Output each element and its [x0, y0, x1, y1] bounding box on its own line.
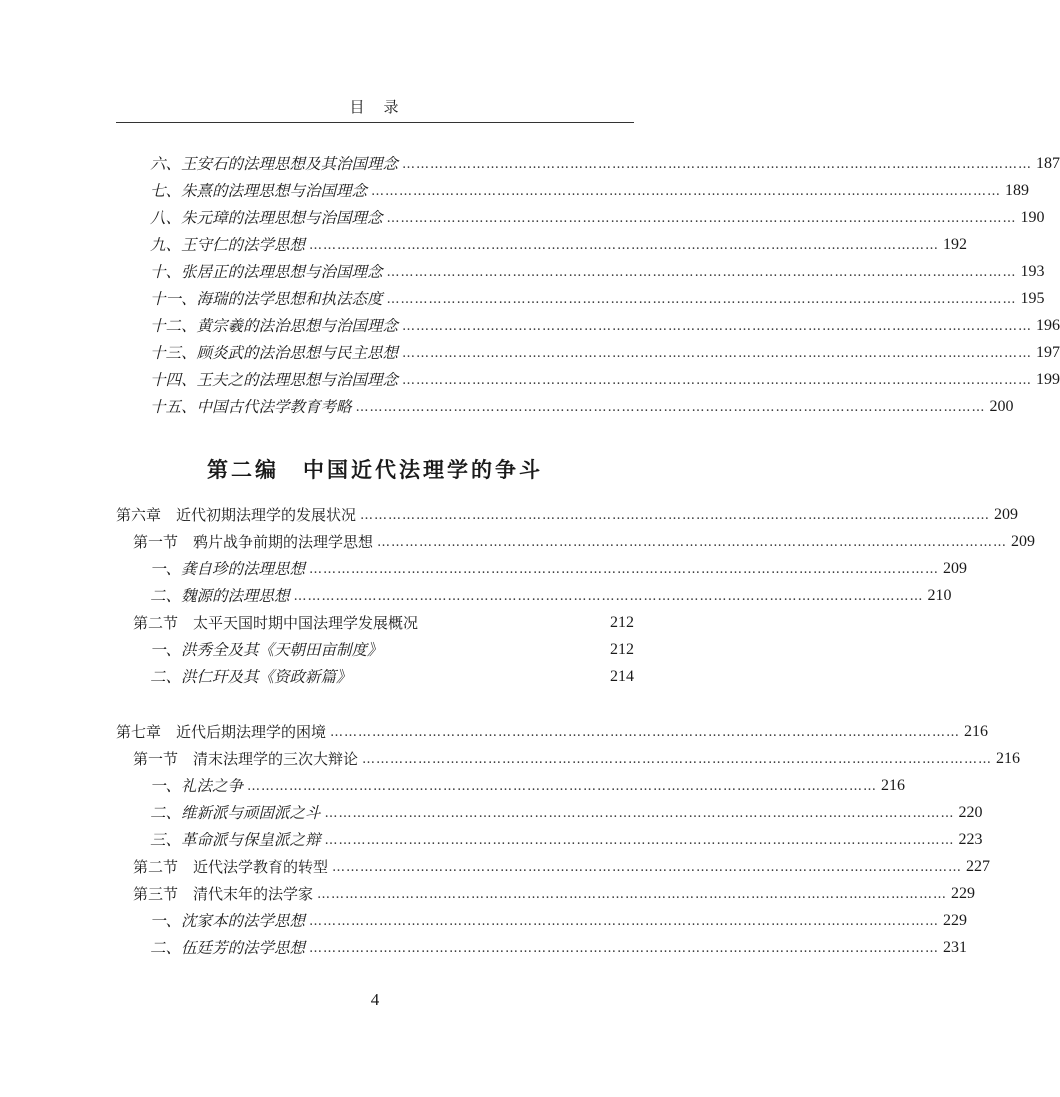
toc-entry[interactable] — [0, 177, 1030, 201]
dot-leader: ……………………………………………………………………………………………………………………… — [332, 860, 963, 875]
dot-leader: ……………………………………………………………………………………………………………………… — [386, 211, 1017, 226]
section-entry[interactable] — [0, 745, 1021, 769]
dot-leader: ……………………………………………………………………………………………………………………… — [402, 373, 1033, 388]
entry-page: 196 — [1036, 317, 1060, 334]
dot-leader: ……………………………………………………………………………………………………………………… — [402, 346, 1033, 361]
entry-page: 199 — [1036, 371, 1060, 388]
entry-page: 216 — [964, 723, 989, 740]
entry-page: 189 — [1005, 182, 1030, 199]
toc-entry[interactable] — [0, 204, 1045, 228]
entry-page: 190 — [1020, 209, 1045, 226]
entry-page: 209 — [1011, 533, 1036, 550]
entry-page: 223 — [958, 831, 983, 848]
entry-label: 十一、海瑞的法学思想和执法态度 — [150, 290, 383, 308]
entry-label: 第一节 清末法理学的三次大辩论 — [133, 750, 359, 768]
entry-label: 一、礼法之争 — [150, 777, 244, 795]
entry-label: 第二节 太平天国时期中国法理学发展概况 — [133, 614, 419, 632]
toc-entry[interactable] — [0, 285, 1045, 309]
entry-page: 209 — [994, 506, 1019, 523]
dot-leader: ……………………………………………………………………………………………………………………… — [386, 292, 1017, 307]
toc-entry[interactable] — [0, 339, 1060, 363]
toc-entry[interactable] — [0, 799, 983, 823]
dot-leader: ……………………………………………………………………………………………………………………… — [324, 833, 955, 848]
entry-label: 第六章 近代初期法理学的发展状况 — [116, 506, 357, 524]
entry-label: 十三、顾炎武的法治思想与民主思想 — [150, 344, 399, 362]
entry-label: 一、龚自珍的法理思想 — [150, 560, 306, 578]
toc-entry[interactable] — [0, 393, 1014, 417]
entry-label: 第三节 清代末年的法学家 — [133, 885, 314, 903]
toc-entry[interactable] — [0, 258, 1045, 282]
chapter-entry[interactable] — [0, 718, 989, 742]
entry-page: 214 — [610, 668, 634, 685]
running-header: 目 录 — [349, 98, 401, 116]
entry-label: 第一节 鸦片战争前期的法理学思想 — [133, 533, 374, 551]
entry-page: 216 — [996, 750, 1021, 767]
section-entry[interactable] — [0, 853, 991, 877]
entry-page: 212 — [610, 614, 634, 631]
dot-leader: ……………………………………………………………………………………………………………………… — [386, 265, 1017, 280]
entry-label: 二、伍廷芳的法学思想 — [150, 939, 306, 957]
entry-page: 209 — [943, 560, 968, 577]
page-number: 4 — [370, 990, 380, 1009]
dot-leader: ……………………………………………………………………………………………………………………… — [309, 238, 940, 253]
dot-leader: ……………………………………………………………………………………………………………………… — [247, 779, 878, 794]
section-entry[interactable] — [0, 609, 634, 633]
entry-page: 229 — [951, 885, 976, 902]
entry-label: 二、魏源的法理思想 — [150, 587, 290, 605]
toc-entry[interactable] — [0, 772, 906, 796]
entry-label: 二、洪仁玕及其《资政新篇》 — [150, 668, 352, 686]
section-entry[interactable] — [0, 880, 976, 904]
toc-entry[interactable] — [0, 150, 1060, 174]
section-entry[interactable] — [0, 528, 1036, 552]
dot-leader: ……………………………………………………………………………………………………………………… — [360, 508, 991, 523]
dot-leader: ……………………………………………………………………………………………………………………… — [402, 319, 1033, 334]
entry-page: 193 — [1020, 263, 1045, 280]
toc-entry[interactable] — [0, 663, 634, 687]
entry-label: 一、沈家本的法学思想 — [150, 912, 306, 930]
entry-label: 一、洪秀全及其《天朝田亩制度》 — [150, 641, 383, 659]
entry-page: 187 — [1036, 155, 1060, 172]
entry-label: 六、王安石的法理思想及其治国理念 — [150, 155, 399, 173]
entry-label: 十四、王夫之的法理思想与治国理念 — [150, 371, 399, 389]
dot-leader: ……………………………………………………………………………………………………………………… — [371, 184, 1002, 199]
dot-leader: ……………………………………………………………………………………………………………………… — [355, 400, 986, 415]
header-rule — [116, 122, 634, 123]
part-title: 第二编 中国近代法理学的争斗 — [207, 457, 543, 482]
entry-page: 229 — [943, 912, 968, 929]
toc-entry[interactable] — [0, 231, 968, 255]
entry-label: 十五、中国古代法学教育考略 — [150, 398, 352, 416]
entry-page: 192 — [943, 236, 968, 253]
toc-entry[interactable] — [0, 582, 952, 606]
entry-page: 195 — [1020, 290, 1045, 307]
dot-leader: ……………………………………………………………………………………………………………………… — [293, 589, 924, 604]
entry-label: 七、朱熹的法理思想与治国理念 — [150, 182, 368, 200]
entry-page: 212 — [610, 641, 634, 658]
toc-entry[interactable] — [0, 826, 983, 850]
toc-entry[interactable] — [0, 636, 634, 660]
entry-page: 200 — [989, 398, 1014, 415]
toc-entry[interactable] — [0, 366, 1060, 390]
entry-page: 231 — [943, 939, 968, 956]
dot-leader: ……………………………………………………………………………………………………………………… — [362, 752, 993, 767]
toc-entry[interactable] — [0, 934, 968, 958]
entry-page: 197 — [1036, 344, 1060, 361]
entry-label: 二、维新派与顽固派之斗 — [150, 804, 321, 822]
chapter-entry[interactable] — [0, 501, 1019, 525]
dot-leader: ……………………………………………………………………………………………………………………… — [377, 535, 1008, 550]
entry-page: 227 — [966, 858, 991, 875]
entry-label: 十二、黄宗羲的法治思想与治国理念 — [150, 317, 399, 335]
toc-entry[interactable] — [0, 907, 968, 931]
entry-label: 第二节 近代法学教育的转型 — [133, 858, 329, 876]
dot-leader: ……………………………………………………………………………………………………………………… — [402, 157, 1033, 172]
toc-entry[interactable] — [0, 312, 1060, 336]
dot-leader: ……………………………………………………………………………………………………………………… — [309, 914, 940, 929]
entry-label: 三、革命派与保皇派之辩 — [150, 831, 321, 849]
dot-leader: ……………………………………………………………………………………………………………………… — [309, 941, 940, 956]
entry-label: 十、张居正的法理思想与治国理念 — [150, 263, 383, 281]
entry-page: 220 — [958, 804, 983, 821]
entry-page: 210 — [927, 587, 952, 604]
dot-leader: ……………………………………………………………………………………………………………………… — [324, 806, 955, 821]
entry-page: 216 — [881, 777, 906, 794]
dot-leader: ……………………………………………………………………………………………………………………… — [309, 562, 940, 577]
entry-label: 八、朱元璋的法理思想与治国理念 — [150, 209, 383, 227]
entry-label: 第七章 近代后期法理学的困境 — [116, 723, 327, 741]
dot-leader: ……………………………………………………………………………………………………………………… — [317, 887, 948, 902]
dot-leader: ……………………………………………………………………………………………………………………… — [330, 725, 961, 740]
entry-label: 九、王守仁的法学思想 — [150, 236, 306, 254]
toc-entry[interactable] — [0, 555, 968, 579]
